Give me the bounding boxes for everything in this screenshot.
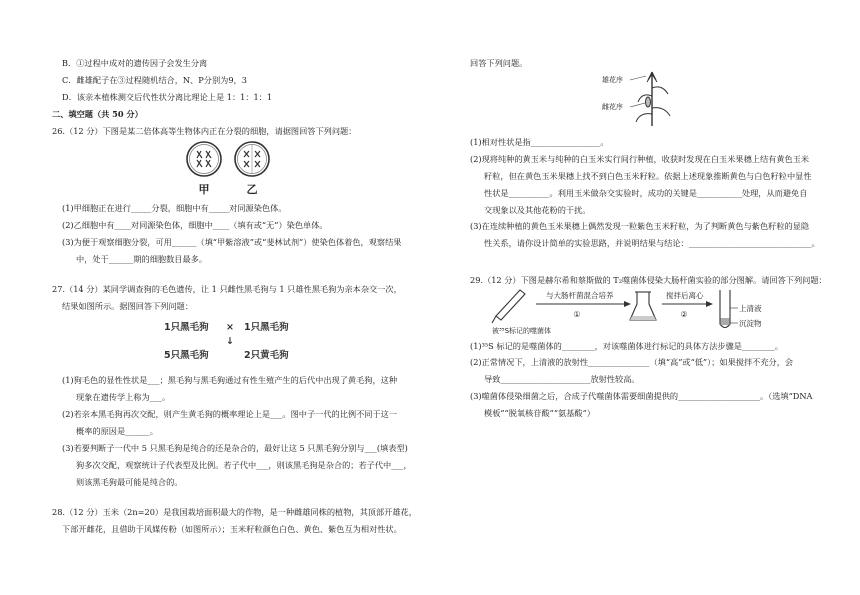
q27-item3-line3: 则该黑毛狗最可能是纯合的。 xyxy=(76,477,183,487)
q29-item3-line2: 模板”“脱氧核苷酸”“氨基酸”） xyxy=(484,408,595,418)
sediment-label: 沉淀物 xyxy=(739,319,762,328)
step1-label: 与大肠杆菌混合培养 xyxy=(546,291,614,300)
q28-item2-line4: 交现象以及其他花粉的干扰。 xyxy=(484,205,591,215)
option-c: C．雌雄配子在③过程随机结合，N、P分别为9，3 xyxy=(62,75,247,85)
option-b: B．①过程中成对的遗传因子会发生分离 xyxy=(62,58,208,68)
step2-label: 搅拌后离心 xyxy=(666,291,704,300)
cell-label-a: 甲 xyxy=(198,183,210,196)
labeled-phage-label: 被³⁵S标记的噬菌体 xyxy=(492,327,552,335)
q27-item3-line1: (3)若要判断子一代中 5 只黑毛狗是纯合的还是杂合的，最好让这 5 只黑毛狗分别与___(填表型) xyxy=(62,443,408,453)
corn-figure xyxy=(598,68,688,128)
option-d: D．该亲本植株测交后代性状分离比理论上是 1：1：1：1 xyxy=(62,92,273,102)
q26-item1: (1)甲细胞正在进行_____分裂，细胞中有_____对同源染色体。 xyxy=(62,203,287,213)
q29-item1: (1)³⁵S 标记的是噬菌体的________，对该噬菌体进行标记的具体方法步骤是________。 xyxy=(470,341,783,351)
q28-continued: 回答下列问题。 xyxy=(470,58,528,68)
female-inflorescence-label: 雌花序 xyxy=(602,103,623,111)
q29-item2-line1: (2)正常情况下，上清液的放射性_______________（填“高”或“低”）；如果搅拌不充分，会 xyxy=(470,357,794,367)
q28-item2-line3: 性状是__________。利用玉米做杂交实验时，成功的关键是___________处理，从而避免自 xyxy=(484,188,808,198)
q27-item3-line2: 狗多次交配，观察统计子代表型及比例。若子代中___，则该黑毛狗是杂合的；若子代中___， xyxy=(76,460,412,470)
q28-item2-line1: (2)现将纯种的黄玉米与纯种的白玉米实行间行种植，收获时发现在白玉米果穗上结有黄色玉米 xyxy=(470,154,810,164)
q27-stem-line1: 27.（14 分）某同学调查狗的毛色遗传，让 1 只雌性黑毛狗与 1 只雄性黑毛狗为亲本杂交一次， xyxy=(52,284,402,294)
q27-item2-line1: (2)若亲本黑毛狗再次交配，则产生黄毛狗的概率理论上是___。图中子一代的比例不同于这一 xyxy=(62,409,398,419)
q27-item2-line2: 概率的原因是______。 xyxy=(76,426,158,436)
q26-item3-line1: (3)为便于观察细胞分裂，可用______（填“甲紫溶液”或“斐林试剂”）使染色体着色，观察结果 xyxy=(62,237,402,247)
cross-parent-2: 1只黑毛狗 xyxy=(244,322,289,333)
section-title: 二、填空题（共 50 分） xyxy=(52,109,143,119)
q29-item3-line1: (3)噬菌体侵染细菌之后，合成子代噬菌体需要细菌提供的____________________。（选填“DNA xyxy=(470,391,813,401)
cross-offspring-1: 5只黑毛狗 xyxy=(164,350,209,361)
cell-division-figure xyxy=(180,137,280,197)
step2-number: ② xyxy=(680,310,688,319)
q28-stem-line1: 28.（12 分）玉米（2n=20）是我国栽培面积最大的作物，是一种雌雄同株的植物，其顶部开雄花， xyxy=(52,507,417,517)
supernatant-label: 上清液 xyxy=(739,304,762,313)
q26-item3-line2: 中，处于______期的细胞数目最多。 xyxy=(76,254,208,264)
q27-item1-line2: 现象在遗传学上称为___。 xyxy=(76,392,171,402)
q28-item3-line1: (3)在连续种植的黄色玉米果穗上偶然发现一粒紫色玉米籽粒，为了判断黄色与紫色籽粒的显隐 xyxy=(470,221,810,231)
cross-symbol: × xyxy=(226,322,234,333)
cell-division-diagram xyxy=(180,137,280,197)
q27-stem-line2: 结果如图所示。据图回答下列问题： xyxy=(62,301,194,311)
cross-arrow: ↓ xyxy=(226,336,234,347)
cross-parent-1: 1只黑毛狗 xyxy=(164,322,209,333)
step1-number: ① xyxy=(573,310,581,319)
q27-item1-line1: (1)狗毛色的显性性状是___；黑毛狗与黑毛狗通过有性生殖产生的后代中出现了黄毛狗，这种 xyxy=(62,375,398,385)
cell-label-b: 乙 xyxy=(246,183,258,196)
q26-stem: 26.（12 分）下图是某二倍体高等生物体内正在分裂的细胞，请据图回答下列问题： xyxy=(52,126,357,136)
q28-item1: (1)相对性状是指_________________。 xyxy=(470,137,609,147)
q28-item3-line2: 性关系，请你设计简单的实验思路，并说明结果与结论：______________________________。 xyxy=(484,238,820,248)
cross-offspring-2: 2只黄毛狗 xyxy=(244,350,289,361)
corn-plant-diagram xyxy=(598,68,688,128)
q29-item2-line2: 导致______________________放射性较高。 xyxy=(484,374,640,384)
q29-stem: 29.（12 分）下图是赫尔希和蔡斯做的 T₂噬菌体侵染大肠杆菌实验的部分图解。请回答下列问题： xyxy=(470,275,827,285)
q26-item2: (2)乙细胞中有____对同源染色体，细胞中____（填有或“无”）染色单体。 xyxy=(62,220,328,230)
male-inflorescence-label: 雄花序 xyxy=(602,76,623,84)
phage-experiment-diagram xyxy=(484,286,774,336)
q28-item2-line2: 籽粒，但在黄色玉米果穗上找不到白色玉米籽粒。依据上述现象推断黄色与白色籽粒中显性 xyxy=(484,171,812,181)
cross-diagram xyxy=(164,323,304,365)
q28-stem-line2: 下部开雌花，且借助于风媒传粉（如图所示）；玉米籽粒颜色白色、黄色、紫色互为相对性状。 xyxy=(62,524,402,534)
phage-experiment-figure xyxy=(484,286,774,336)
